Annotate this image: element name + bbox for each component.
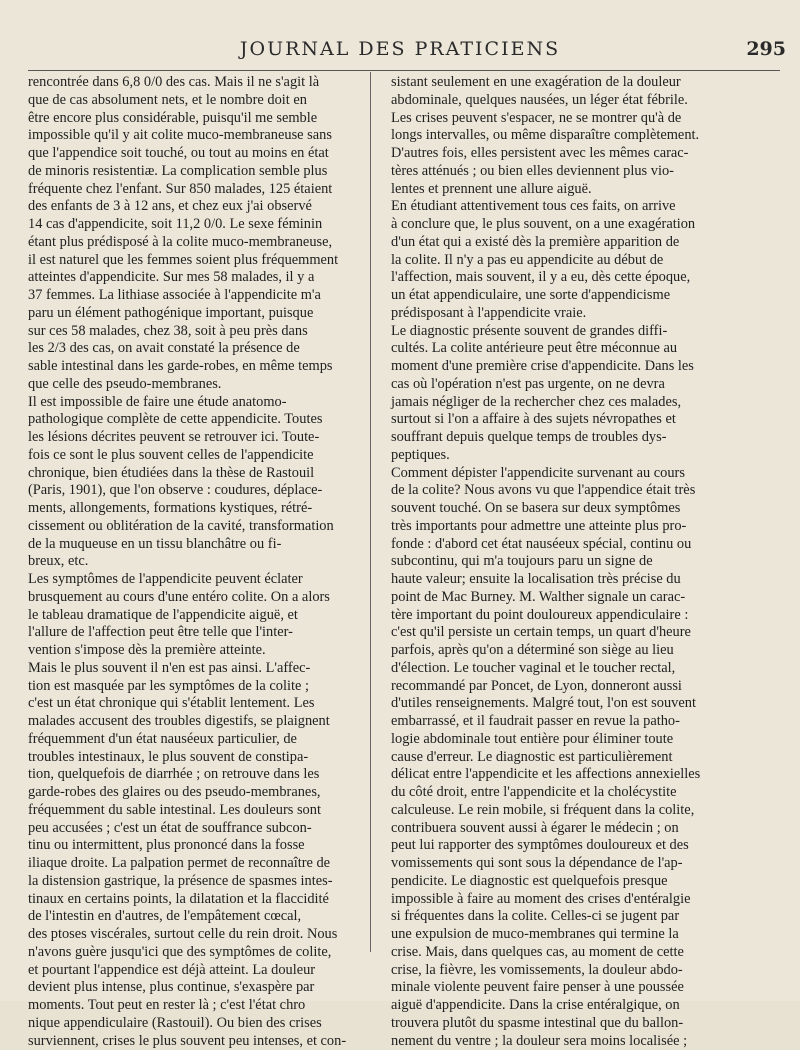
text-line: haute valeur; ensuite la localisation très précise du	[391, 571, 727, 589]
text-line: peptiques.	[391, 447, 727, 465]
text-line: délicat entre l'appendicite et les affections annexielles	[391, 766, 727, 784]
text-line: fréquemment d'un état nauséeux particulier, de	[28, 731, 368, 749]
text-line: trouvera plutôt du spasme intestinal que du ballon-	[391, 1015, 727, 1033]
text-line: une expulsion de muco-membranes qui termine la	[391, 926, 727, 944]
text-line: de la muqueuse en un tissu blanchâtre ou fi-	[28, 536, 368, 554]
text-line: tères atténués ; ou bien elles deviennent plus vio-	[391, 163, 727, 181]
text-line: souffrant depuis quelque temps de troubles dys-	[391, 429, 727, 447]
text-line: si fréquentes dans la colite. Celles-ci se jugent par	[391, 908, 727, 926]
text-line: fréquemment du sable intestinal. Les douleurs sont	[28, 802, 368, 820]
text-line: la colite. Il n'y a pas eu appendicite au début de	[391, 252, 727, 270]
text-line: étant plus prédisposé à la colite muco-membraneuse,	[28, 234, 368, 252]
text-line: rencontrée dans 6,8 0/0 des cas. Mais il ne s'agit là	[28, 74, 368, 92]
text-line: très importants pour admettre une atteinte plus pro-	[391, 518, 727, 536]
text-line: surviennent, crises le plus souvent peu intenses, et con-	[28, 1033, 368, 1050]
text-line: minale violente peuvent faire penser à une poussée	[391, 979, 727, 997]
left-column	[28, 74, 368, 1050]
text-line: longs intervalles, ou même disparaître complètement.	[391, 127, 727, 145]
text-line: Le diagnostic présente souvent de grandes diffi-	[391, 323, 727, 341]
text-line: tinu ou intermittent, plus prononcé dans la fosse	[28, 837, 368, 855]
text-line: à conclure que, le plus souvent, on a une exagération	[391, 216, 727, 234]
text-line: c'est qu'il persiste un certain temps, un quart d'heure	[391, 624, 727, 642]
text-line: crise. Mais, dans quelques cas, au moment de cette	[391, 944, 727, 962]
text-line: 14 cas d'appendicite, soit 11,2 0/0. Le sexe féminin	[28, 216, 368, 234]
text-line: vomissements qui sont sous la dépendance de l'ap-	[391, 855, 727, 873]
right-column	[391, 74, 727, 1050]
text-line: atteintes d'appendicite. Sur mes 58 malades, il y a	[28, 269, 368, 287]
text-line: ments, allongements, formations kystiques, rétré-	[28, 500, 368, 518]
text-line: moment d'une première crise d'appendicite. Dans les	[391, 358, 727, 376]
text-line: aiguë d'appendicite. Dans la crise entéralgique, on	[391, 997, 727, 1015]
text-line: fréquente chez l'enfant. Sur 850 malades, 125 étaient	[28, 181, 368, 199]
text-line: fois ce sont le plus souvent celles de l'appendicite	[28, 447, 368, 465]
text-line: fonde : d'abord cet état nauséeux spécial, continu ou	[391, 536, 727, 554]
text-line: cause d'erreur. Le diagnostic est particulièrement	[391, 749, 727, 767]
text-line: peut lui rapporter des symptômes douloureux et des	[391, 837, 727, 855]
text-line: lentes et prennent une allure aiguë.	[391, 181, 727, 199]
text-line: parfois, après qu'on a déterminé son siège au lieu	[391, 642, 727, 660]
text-line: être encore plus considérable, puisqu'il me semble	[28, 110, 368, 128]
text-line: paru un élément pathogénique important, puisque	[28, 305, 368, 323]
text-line: abdominale, quelques nausées, un léger état fébrile.	[391, 92, 727, 110]
text-line: D'autres fois, elles persistent avec les mêmes carac-	[391, 145, 727, 163]
text-line: Il est impossible de faire une étude anatomo-	[28, 394, 368, 412]
page-number: 295	[746, 38, 786, 60]
text-line: que l'appendice soit touché, ou tout au moins en état	[28, 145, 368, 163]
text-line: et pourtant l'appendice est déjà atteint. La douleur	[28, 962, 368, 980]
text-line: sur ces 58 malades, chez 38, soit à peu près dans	[28, 323, 368, 341]
text-line: troubles intestinaux, le plus souvent de constipa-	[28, 749, 368, 767]
text-line: souvent touché. On se basera sur deux symptômes	[391, 500, 727, 518]
text-line: tère important du point douloureux appendiculaire :	[391, 607, 727, 625]
text-line: de minoris resistentiæ. La complication semble plus	[28, 163, 368, 181]
text-line: l'allure de l'affection peut être telle que l'inter-	[28, 624, 368, 642]
text-line: nement du ventre ; la douleur sera moins localisée ;	[391, 1033, 727, 1050]
text-line: embarrassé, et il faudrait passer en revue la patho-	[391, 713, 727, 731]
text-line: sable intestinal dans les garde-robes, en même temps	[28, 358, 368, 376]
text-line: que celle des pseudo-membranes.	[28, 376, 368, 394]
text-line: breux, etc.	[28, 553, 368, 571]
page-header	[0, 38, 800, 62]
text-line: recommandé par Poncet, de Lyon, donneront aussi	[391, 678, 727, 696]
text-line: subcontinu, qui m'a toujours paru un signe de	[391, 553, 727, 571]
text-line: Les symptômes de l'appendicite peuvent éclater	[28, 571, 368, 589]
text-line: (Paris, 1901), que l'on observe : coudures, déplace-	[28, 482, 368, 500]
text-line: point de Mac Burney. M. Walther signale un carac-	[391, 589, 727, 607]
text-line: prédisposant à l'appendicite vraie.	[391, 305, 727, 323]
text-line: crise, la fièvre, les vomissements, la douleur abdo-	[391, 962, 727, 980]
text-line: 37 femmes. La lithiase associée à l'appendicite m'a	[28, 287, 368, 305]
text-line: surtout si l'on a affaire à des sujets névropathes et	[391, 411, 727, 429]
text-line: chronique, bien étudiées dans la thèse de Rastouil	[28, 465, 368, 483]
column-divider	[370, 72, 371, 952]
text-line: vention s'impose dès la première atteinte.	[28, 642, 368, 660]
text-line: sistant seulement en une exagération de la douleur	[391, 74, 727, 92]
text-line: l'affection, mais souvent, il y a eu, dès cette époque,	[391, 269, 727, 287]
text-line: Comment dépister l'appendicite survenant au cours	[391, 465, 727, 483]
text-line: de la colite? Nous avons vu que l'appendice était très	[391, 482, 727, 500]
text-line: iliaque droite. La palpation permet de reconnaître de	[28, 855, 368, 873]
text-line: il est naturel que les femmes soient plus fréquemment	[28, 252, 368, 270]
text-line: En étudiant attentivement tous ces faits, on arrive	[391, 198, 727, 216]
text-line: Les crises peuvent s'espacer, ne se montrer qu'à de	[391, 110, 727, 128]
text-line: devient plus intense, plus continue, s'exaspère par	[28, 979, 368, 997]
text-line: pathologique complète de cette appendicite. Toutes	[28, 411, 368, 429]
text-line: malades accusent des troubles digestifs, se plaignent	[28, 713, 368, 731]
text-line: cissement ou oblitération de la cavité, transformation	[28, 518, 368, 536]
text-line: d'un état qui a existé dès la première apparition de	[391, 234, 727, 252]
text-line: tion est masquée par les symptômes de la colite ;	[28, 678, 368, 696]
text-line: des ptoses viscérales, surtout celle du rein droit. Nous	[28, 926, 368, 944]
header-rule	[28, 70, 780, 71]
text-line: un état appendiculaire, une sorte d'appendicisme	[391, 287, 727, 305]
text-line: moments. Tout peut en rester là ; c'est l'état chro	[28, 997, 368, 1015]
text-line: tinaux en certains points, la dilatation et la flaccidité	[28, 891, 368, 909]
text-line: c'est un état chronique qui s'établit lentement. Les	[28, 695, 368, 713]
text-line: nique appendiculaire (Rastouil). Ou bien des crises	[28, 1015, 368, 1033]
text-line: d'élection. Le toucher vaginal et le toucher rectal,	[391, 660, 727, 678]
text-line: peu accusées ; c'est un état de souffrance subcon-	[28, 820, 368, 838]
text-line: calculeuse. Le rein mobile, si fréquent dans la colite,	[391, 802, 727, 820]
text-line: Mais le plus souvent il n'en est pas ainsi. L'affec-	[28, 660, 368, 678]
text-line: la distension gastrique, la présence de spasmes intes-	[28, 873, 368, 891]
text-line: garde-robes des glaires ou des pseudo-membranes,	[28, 784, 368, 802]
text-line: le tableau dramatique de l'appendicite aiguë, et	[28, 607, 368, 625]
text-line: tion, quelquefois de diarrhée ; on retrouve dans les	[28, 766, 368, 784]
text-line: brusquement au cours d'une entéro colite. On a alors	[28, 589, 368, 607]
text-line: de l'intestin en d'autres, de l'empâtement cœcal,	[28, 908, 368, 926]
text-line: pendicite. Le diagnostic est quelquefois presque	[391, 873, 727, 891]
text-line: jamais négliger de la rechercher chez ces malades,	[391, 394, 727, 412]
text-line: cultés. La colite antérieure peut être méconnue au	[391, 340, 727, 358]
text-line: logie abdominale tout entière pour éliminer toute	[391, 731, 727, 749]
text-line: cas où l'opération n'est pas urgente, on ne devra	[391, 376, 727, 394]
text-line: impossible à faire au moment des crises d'entéralgie	[391, 891, 727, 909]
text-line: du côté droit, entre l'appendicite et la cholécystite	[391, 784, 727, 802]
text-line: les lésions décrites peuvent se retrouver ici. Toute-	[28, 429, 368, 447]
text-line: contribuera souvent aussi à égarer le médecin ; on	[391, 820, 727, 838]
text-line: n'avons guère jusqu'ici que des symptômes de colite,	[28, 944, 368, 962]
text-line: que de cas absolument nets, et le nombre doit en	[28, 92, 368, 110]
text-line: d'utiles renseignements. Malgré tout, l'on est souvent	[391, 695, 727, 713]
text-line: impossible qu'il y ait colite muco-membraneuse sans	[28, 127, 368, 145]
text-line: les 2/3 des cas, on avait constaté la présence de	[28, 340, 368, 358]
text-line: des enfants de 3 à 12 ans, et chez eux j'ai observé	[28, 198, 368, 216]
journal-title: JOURNAL DES PRATICIENS	[0, 38, 800, 60]
